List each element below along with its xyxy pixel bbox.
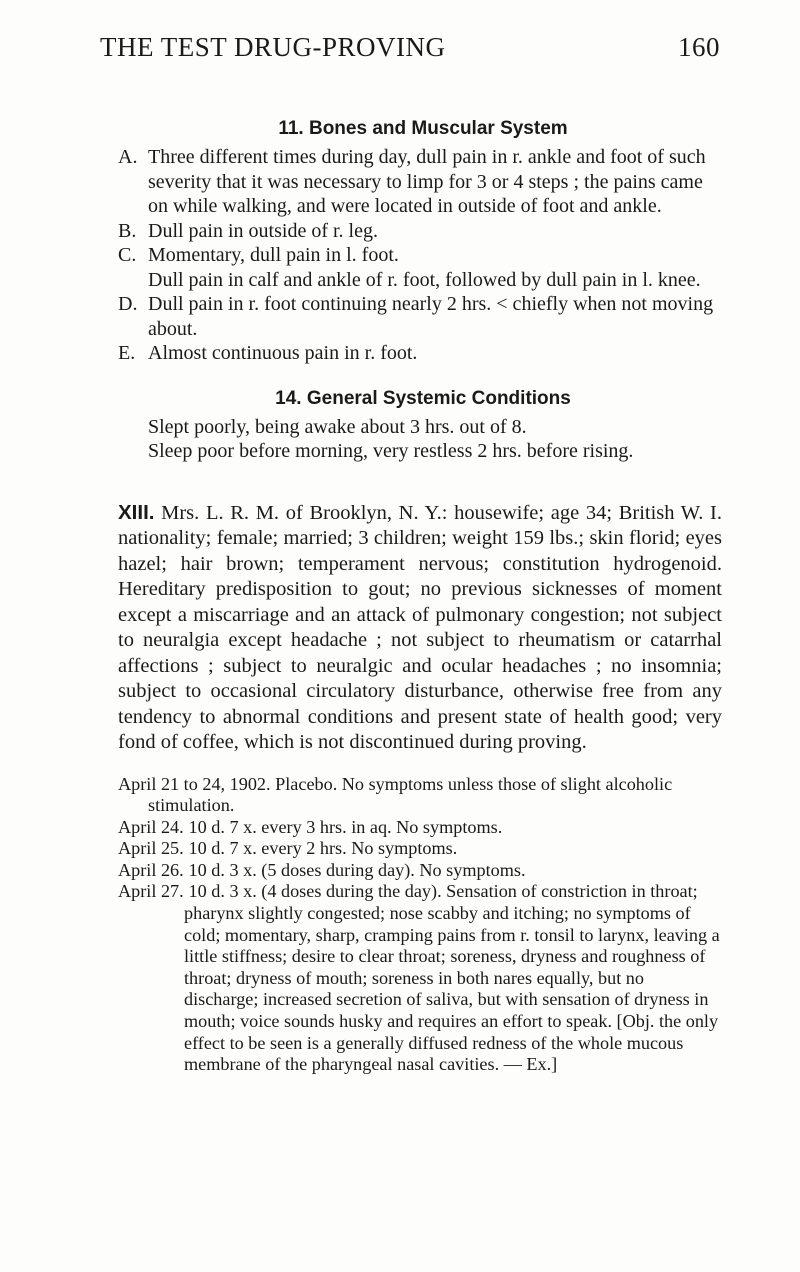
entry-date: April 24. [118, 816, 184, 837]
item-text: Dull pain in outside of r. leg. [148, 219, 378, 242]
systemic-line-1: Slept poorly, being awake about 3 hrs. out of 8. [148, 415, 527, 438]
page-body [118, 118, 722, 1076]
symptom-continuation: Dull pain in calf and ankle of r. foot, followed by dull pain in l. knee. [148, 268, 701, 291]
section-heading-systemic: 14. General Systemic Conditions [275, 387, 571, 409]
proving-journal [118, 774, 722, 1076]
entry-text: 10 d. 3 x. (4 doses during the day). Sensation of constriction in throat; pharynx slightly congested; nose scabby and itching; no symptoms of cold; momentary, sharp, cramping pains from r. tonsil to larynx, leaving a little stiffness; desire to clear throat; soreness, dryness and roughness of throat; dryness of mouth; soreness in both nares equally, but no discharge; increased secretion of saliva, but with sensation of dryness in mouth; voice sounds husky and requires an effort to speak. [Obj. the only effect to be seen is a generally diffused redness of the whole mucous membrane of the pharyngeal nasal cavities. — Ex.] [184, 881, 720, 1075]
item-letter: C. [118, 244, 137, 266]
spacer [118, 464, 722, 500]
spacer [118, 366, 722, 388]
symptom-item-d [118, 292, 722, 341]
symptom-item-c [118, 243, 722, 268]
entry-text: 10 d. 7 x. every 2 hrs. No symptoms. [188, 838, 458, 859]
journal-entry [118, 817, 722, 839]
item-letter: B. [118, 219, 137, 242]
item-letter: D. [118, 293, 138, 315]
item-letter: A. [118, 146, 138, 168]
item-text: Three different times during day, dull pain in r. ankle and foot of such severity that it was necessary to limp for 3 or 4 steps ; the pains came on while walking, and were located in outside of foot and ankle. [148, 146, 706, 217]
entry-date: April 25. [118, 838, 184, 859]
item-text: Dull pain in r. foot continuing nearly 2 hrs. < chiefly when not moving about. [148, 293, 714, 340]
journal-entry [118, 881, 722, 1075]
symptom-item-e [118, 341, 722, 366]
case-text: Mrs. L. R. M. of Brooklyn, N. Y.: housewife; age 34; British W. I. nationality; female; married; 3 children; weight 159 lbs.; skin florid; eyes hazel; hair brown; temperament nervous; constitution hydrogenoid. Hereditary predisposition to gout; no previous sicknesses of moment except a miscarriage and an attack of pulmonary congestion; not subject to neuralgia except headache ; not subject to rheumatism or catarrhal affections ; subject to neuralgic and ocular headaches ; no insomnia; subject to occasional circulatory disturbance, otherwise free from any tendency to abnormal conditions and present state of health good; very fond of coffee, which is not discontinued during proving. [118, 501, 722, 753]
running-title: THE TEST DRUG-PROVING [100, 32, 446, 62]
symptom-item-b [118, 219, 722, 244]
journal-entry [118, 774, 722, 817]
systemic-line-2: Sleep poor before morning, very restless 2 hrs. before rising. [148, 440, 634, 462]
case-label: XIII. [118, 500, 155, 524]
journal-entry [118, 860, 722, 882]
symptom-item-a [118, 145, 722, 219]
entry-date: April 27. [118, 881, 184, 902]
entry-text: 10 d. 3 x. (5 doses during day). No symptoms. [188, 859, 526, 880]
case-record [118, 500, 722, 756]
entry-text: 10 d. 7 x. every 3 hrs. in aq. No symptoms. [188, 816, 503, 837]
item-text: Momentary, dull pain in l. foot. [148, 244, 399, 266]
page-number: 160 [678, 32, 720, 62]
entry-date: April 21 to 24, 1902. [118, 773, 271, 794]
entry-text: Placebo. No symptoms unless those of slight alcoholic stimulation. [148, 773, 673, 816]
running-header [100, 32, 720, 72]
item-text: Almost continuous pain in r. foot. [148, 342, 418, 364]
entry-date: April 26. [118, 859, 184, 880]
section-heading-bones: 11. Bones and Muscular System [278, 118, 568, 139]
spacer [118, 756, 722, 774]
journal-entry [118, 838, 722, 860]
item-letter: E. [118, 342, 136, 364]
